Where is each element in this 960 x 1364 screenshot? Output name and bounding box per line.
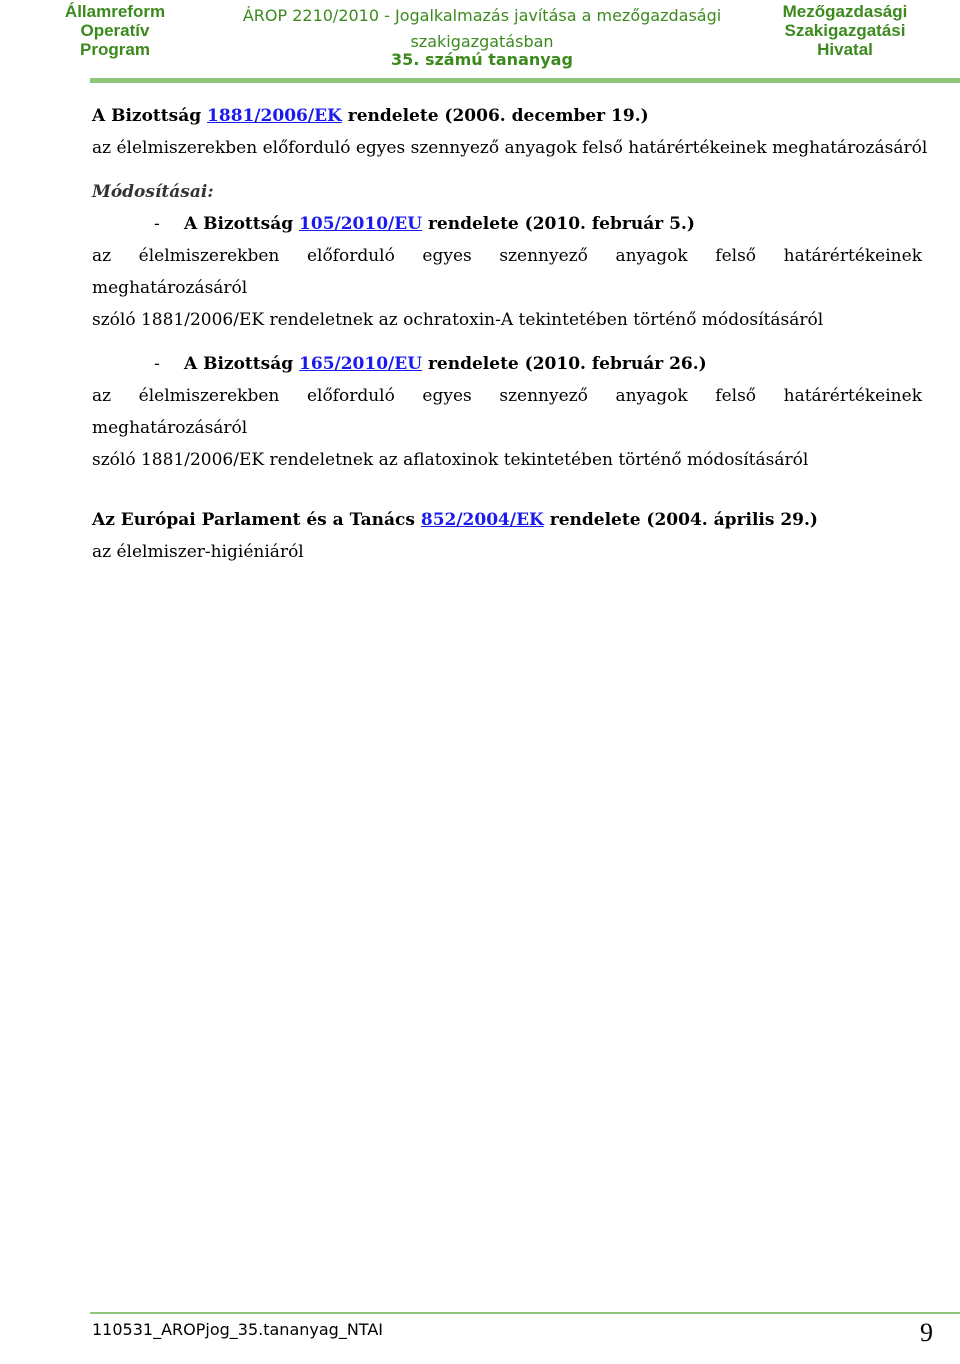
header-center-line3: 35. számú tananyag	[391, 50, 573, 69]
amendment-105-description-2: szóló 1881/2006/EK rendeletnek az ochratoxin-A tekintetében történő módosításáról	[92, 310, 824, 330]
regulation-1881-link[interactable]: 1881/2006/EK	[207, 106, 342, 126]
header-center-line1: ÁROP 2210/2010 - Jogalkalmazás javítása a mezőgazdasági	[242, 6, 722, 25]
amendment-165-description-1: az élelmiszerekben előforduló egyes szennyező anyagok felső határértékeinek meghatározásáról	[92, 386, 922, 438]
header-left-program	[30, 2, 200, 59]
header-right-office	[760, 2, 930, 59]
header-center-title	[222, 2, 742, 70]
regulation-1881-suffix: rendelete (2006. december 19.)	[341, 106, 649, 126]
amendment-105-link[interactable]: 105/2010/EU	[299, 214, 423, 234]
regulation-852-prefix: Az Európai Parlament és a Tanács	[92, 510, 421, 530]
header-center-line2: szakigazgatásban	[410, 32, 554, 51]
amendment-105-suffix: rendelete (2010. február 5.)	[422, 214, 695, 234]
page-number: 9	[920, 1318, 933, 1347]
regulation-852-description: az élelmiszer-higiéniáról	[92, 542, 304, 562]
header-right-line3: Hivatal	[817, 40, 873, 59]
amendment-105-title	[92, 208, 922, 240]
amendment-165-suffix: rendelete (2010. február 26.)	[422, 354, 707, 374]
regulation-1881-title	[92, 100, 922, 132]
regulation-852-title	[92, 504, 922, 536]
footer-divider	[90, 1312, 960, 1314]
amendments-label: Módosításai:	[92, 182, 214, 202]
amendment-105-dash: -	[154, 214, 160, 234]
header-left-line2: Operatív	[80, 21, 150, 40]
page-header	[0, 0, 960, 86]
amendment-165-title	[92, 348, 922, 380]
header-left-line3: Program	[80, 40, 150, 59]
header-left-line1: Államreform	[64, 2, 166, 21]
header-right-line1: Mezőgazdasági	[782, 2, 908, 21]
regulation-1881-prefix: A Bizottság	[92, 106, 208, 126]
amendment-165-prefix: A Bizottság	[184, 354, 300, 374]
regulation-852-link[interactable]: 852/2004/EK	[420, 510, 544, 530]
header-right-line2: Szakigazgatási	[784, 21, 906, 40]
regulation-1881-description: az élelmiszerekben előforduló egyes szennyező anyagok felső határértékeinek meghatározásáról	[92, 138, 928, 158]
document-body	[92, 100, 928, 568]
amendment-165-dash: -	[154, 354, 160, 374]
amendment-165-description-2: szóló 1881/2006/EK rendeletnek az aflatoxinok tekintetében történő módosításáról	[92, 450, 809, 470]
regulation-852-suffix: rendelete (2004. április 29.)	[543, 510, 818, 530]
amendment-105-prefix: A Bizottság	[184, 214, 300, 234]
header-divider	[90, 78, 960, 83]
footer-document-id: 110531_AROPjog_35.tananyag_NTAI	[92, 1320, 383, 1339]
amendment-165-link[interactable]: 165/2010/EU	[299, 354, 423, 374]
amendment-105-description-1: az élelmiszerekben előforduló egyes szennyező anyagok felső határértékeinek meghatározásáról	[92, 246, 922, 298]
